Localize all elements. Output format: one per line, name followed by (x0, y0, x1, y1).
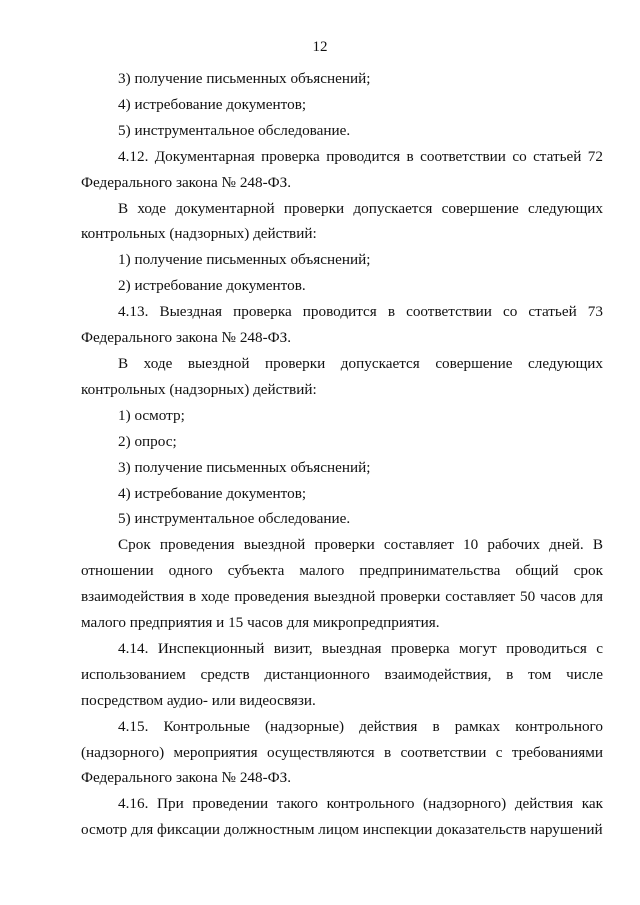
paragraph: 4.12. Документарная проверка проводится в соответствии со статьей 72 Федерального закона № 248-ФЗ. (81, 147, 603, 191)
list-item: 3) получение письменных объяснений; (118, 458, 371, 476)
paragraph: Срок проведения выездной проверки составляет 10 рабочих дней. В отношении одного субъекта малого предпринимательства общий срок взаимодействия в ходе проведения выездной проверки составляет 50 часов для малого предприятия и 15 часов для микропредприятия. (81, 536, 603, 632)
paragraph: 4.15. Контрольные (надзорные) действия в рамках контрольного (надзорного) мероприятия осуществляются в соответствии с требованиями Федерального закона № 248-ФЗ. (81, 717, 603, 787)
paragraph: 4.14. Инспекционный визит, выездная проверка могут проводиться с использованием средств дистанционного взаимодействия, в том числе посредством аудио- или видеосвязи. (81, 639, 603, 709)
paragraph: В ходе документарной проверки допускается совершение следующих контрольных (надзорных) действий: (81, 199, 603, 243)
paragraph: В ходе выездной проверки допускается совершение следующих контрольных (надзорных) действий: (81, 354, 603, 398)
list-item: 1) осмотр; (118, 406, 185, 424)
document-body (81, 66, 603, 843)
list-item: 3) получение письменных объяснений; (118, 70, 371, 87)
list-item: 1) получение письменных объяснений; (118, 251, 371, 269)
list-item: 2) опрос; (118, 432, 177, 450)
list-item: 5) инструментальное обследование. (118, 510, 351, 528)
list-item: 4) истребование документов; (118, 95, 307, 113)
list-item: 5) инструментальное обследование. (118, 121, 351, 139)
page-number: 12 (312, 39, 328, 55)
list-item: 2) истребование документов. (118, 277, 306, 295)
paragraph: 4.13. Выездная проверка проводится в соответствии со статьей 73 Федерального закона № 248-ФЗ. (81, 303, 603, 347)
list-item: 4) истребование документов; (118, 484, 307, 502)
paragraph: 4.16. При проведении такого контрольного (надзорного) действия как осмотр для фиксации должностным лицом инспекции доказательств нарушений (81, 795, 603, 839)
